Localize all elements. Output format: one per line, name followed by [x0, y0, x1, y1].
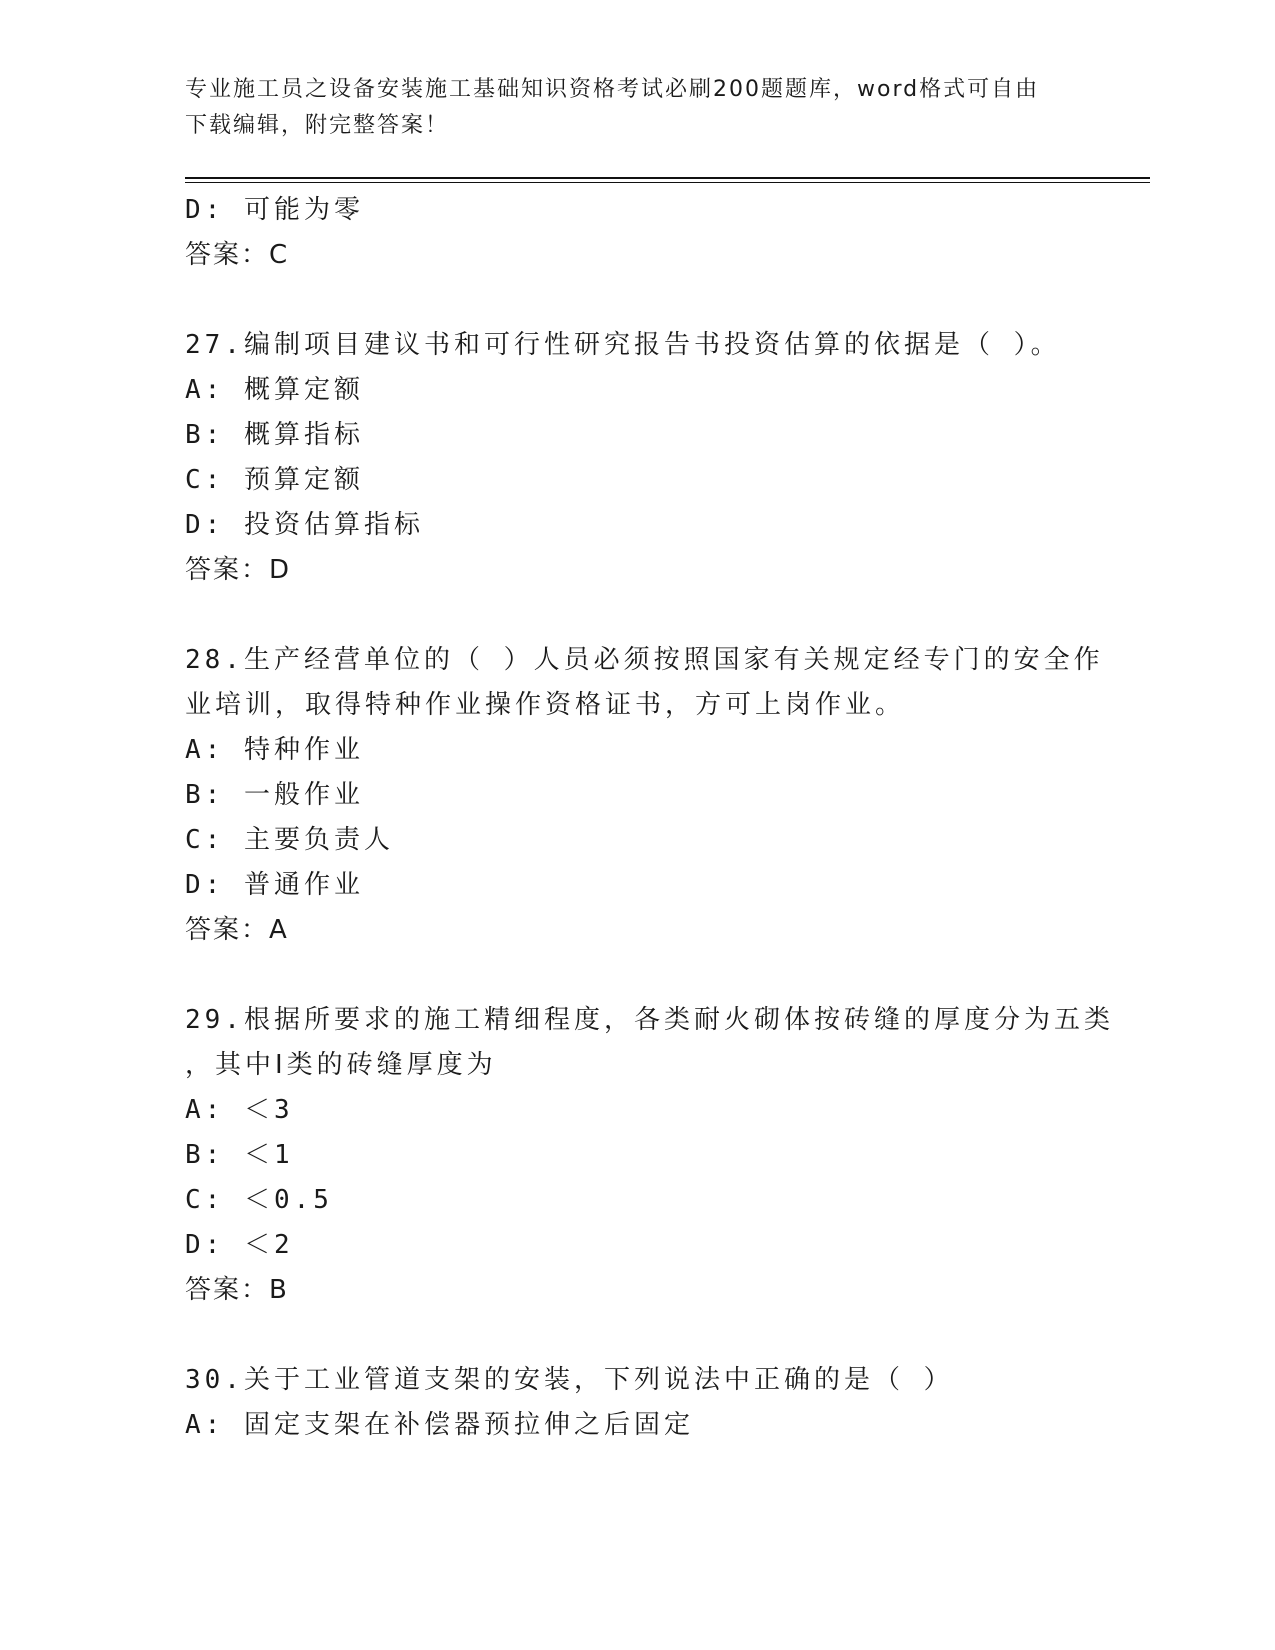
question-stem-continued: 业培训，取得特种作业操作资格证书，方可上岗作业。 — [185, 690, 906, 720]
option-b: B: ＜1 — [185, 1140, 294, 1170]
option-c: C: 主要负责人 — [185, 825, 394, 855]
answer: 答案：A — [185, 915, 289, 945]
question-28 — [185, 638, 1104, 953]
header-line-2: 下载编辑，附完整答案！ — [185, 113, 450, 138]
question-stem: 30.关于工业管道支架的安装，下列说法中正确的是（ ） — [185, 1365, 954, 1395]
option-d: D: 普通作业 — [185, 870, 364, 900]
option-a: A: ＜3 — [185, 1095, 294, 1125]
option-d: D: 投资估算指标 — [185, 510, 424, 540]
question-29 — [185, 998, 1114, 1313]
spacer — [185, 953, 1085, 998]
answer: 答案：D — [185, 555, 292, 585]
prev-answer: 答案：C — [185, 240, 290, 270]
answer: 答案：B — [185, 1275, 289, 1305]
spacer — [185, 278, 1085, 323]
option-a: A: 固定支架在补偿器预拉伸之后固定 — [185, 1410, 694, 1440]
option-a: A: 概算定额 — [185, 375, 364, 405]
option-d: D: ＜2 — [185, 1230, 294, 1260]
option-b: B: 一般作业 — [185, 780, 364, 810]
prev-option-d: D: 可能为零 — [185, 195, 364, 225]
option-b: B: 概算指标 — [185, 420, 364, 450]
spacer — [185, 1313, 1085, 1358]
option-c: C: 预算定额 — [185, 465, 364, 495]
question-27 — [185, 323, 1085, 593]
header-rule-thin — [185, 182, 1150, 183]
option-a: A: 特种作业 — [185, 735, 364, 765]
question-stem-continued: ，其中Ⅰ类的砖缝厚度为 — [185, 1050, 497, 1080]
question-stem: 28.生产经营单位的（ ）人员必须按照国家有关规定经专门的安全作 — [185, 645, 1104, 675]
question-list — [185, 188, 1114, 1448]
header-rule-thick — [185, 177, 1150, 179]
page-header — [185, 72, 1065, 144]
header-line-1: 专业施工员之设备安装施工基础知识资格考试必刷200题题库，word格式可自由 — [185, 77, 1040, 102]
spacer — [185, 593, 1085, 638]
question-stem: 29.根据所要求的施工精细程度，各类耐火砌体按砖缝的厚度分为五类 — [185, 1005, 1114, 1035]
question-30 — [185, 1358, 1085, 1448]
question-stem: 27.编制项目建议书和可行性研究报告书投资估算的依据是（ ）。 — [185, 330, 1061, 360]
option-c: C: ＜0.5 — [185, 1185, 333, 1215]
